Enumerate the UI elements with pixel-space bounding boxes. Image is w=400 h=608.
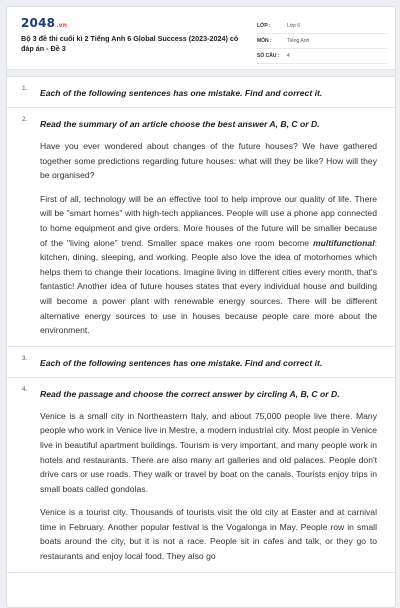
question-2	[7, 108, 395, 347]
question-title: Each of the following sentences has one mistake. Find and correct it.	[40, 88, 323, 98]
question-3	[7, 347, 395, 378]
question-number: 2.	[22, 116, 28, 123]
meta-row-count	[257, 49, 387, 64]
document-title: Bộ 3 đề thi cuối kì 2 Tiếng Anh 6 Global Success (2023-2024) có đáp án - Đề 3	[21, 34, 239, 53]
meta-value: 4	[287, 53, 290, 59]
meta-row-class	[257, 19, 387, 34]
question-title: Read the passage and choose the correct answer by circling A, B, C or D.	[40, 388, 340, 399]
passage-paragraph: Venice is a small city in Northeastern Italy, and about 75,000 people live there. Many people who work in Venice live in Mestre, a modern industrial city. Most people in Venice live in beautiful apartment buildings. Tourism is very important, and many people work in hotels and restaurants. There are also many art galleries and old palaces. People don't drive cars or use roads. They walk or travel by boat on the canals. Tourists enjoy trips in small boats called gondolas.	[40, 410, 377, 494]
logo-tld: .vn	[56, 22, 68, 29]
header-divider	[7, 69, 395, 77]
question-number: 3.	[22, 354, 28, 362]
question-title: Each of the following sentences has one mistake. Find and correct it.	[40, 357, 323, 368]
question-title: Read the summary of an article choose the best answer A, B, C or D.	[40, 119, 320, 129]
emphasized-word: multifunctional	[313, 237, 375, 248]
question-4	[7, 378, 395, 573]
site-logo[interactable]	[21, 16, 67, 30]
question-number: 1.	[22, 85, 28, 92]
passage-paragraph	[40, 192, 377, 338]
passage	[40, 409, 377, 564]
passage-paragraph: Have you ever wondered about changes of the future houses? We have gathered together some predictions regarding future houses: what will they be like? How will they be organised?	[40, 141, 377, 181]
passage-text: : kitchen, dining, sleeping, and working. People also love the idea of motorhomes which helps them to change their locations. Imagine living in different cities every month, that's fantastic! Another idea of future houses states that every individual house and building will become a power plant with renewable energy sources. There will be different alternative energy sources to use in houses because people care more about the environment.	[40, 237, 377, 336]
document-header	[7, 7, 395, 69]
passage	[40, 139, 377, 338]
meta-value: Tiếng Anh	[287, 38, 310, 44]
logo-text: 2048	[21, 16, 56, 30]
meta-value: Lớp 6	[287, 23, 301, 29]
meta-row-subject	[257, 34, 387, 49]
document-page	[6, 6, 396, 608]
meta-key: MÔN :	[257, 38, 272, 44]
question-number: 4.	[22, 385, 28, 393]
passage-text: First of all, technology will be an effective tool to help improve our quality of life. There will be "smart homes" with high-tech appliances. People will use a phone app connected to home equipment and give orders. More houses of the future will be smaller because of the "living alone" trend. Smaller space makes one room become	[40, 193, 377, 248]
meta-key: LỚP :	[257, 23, 271, 29]
meta-key: SỐ CÂU :	[257, 53, 280, 59]
passage-paragraph: Venice is a tourist city. Thousands of tourists visit the old city at Easter and at carnival time in February. Another popular festival is the Vogalonga in May. People row in small boats around the city, but it is not a race. People sit in cafes and talk, or they go to restaurants and enjoy local food. They also go	[40, 507, 377, 562]
document-meta	[257, 19, 387, 64]
question-1	[7, 77, 395, 108]
